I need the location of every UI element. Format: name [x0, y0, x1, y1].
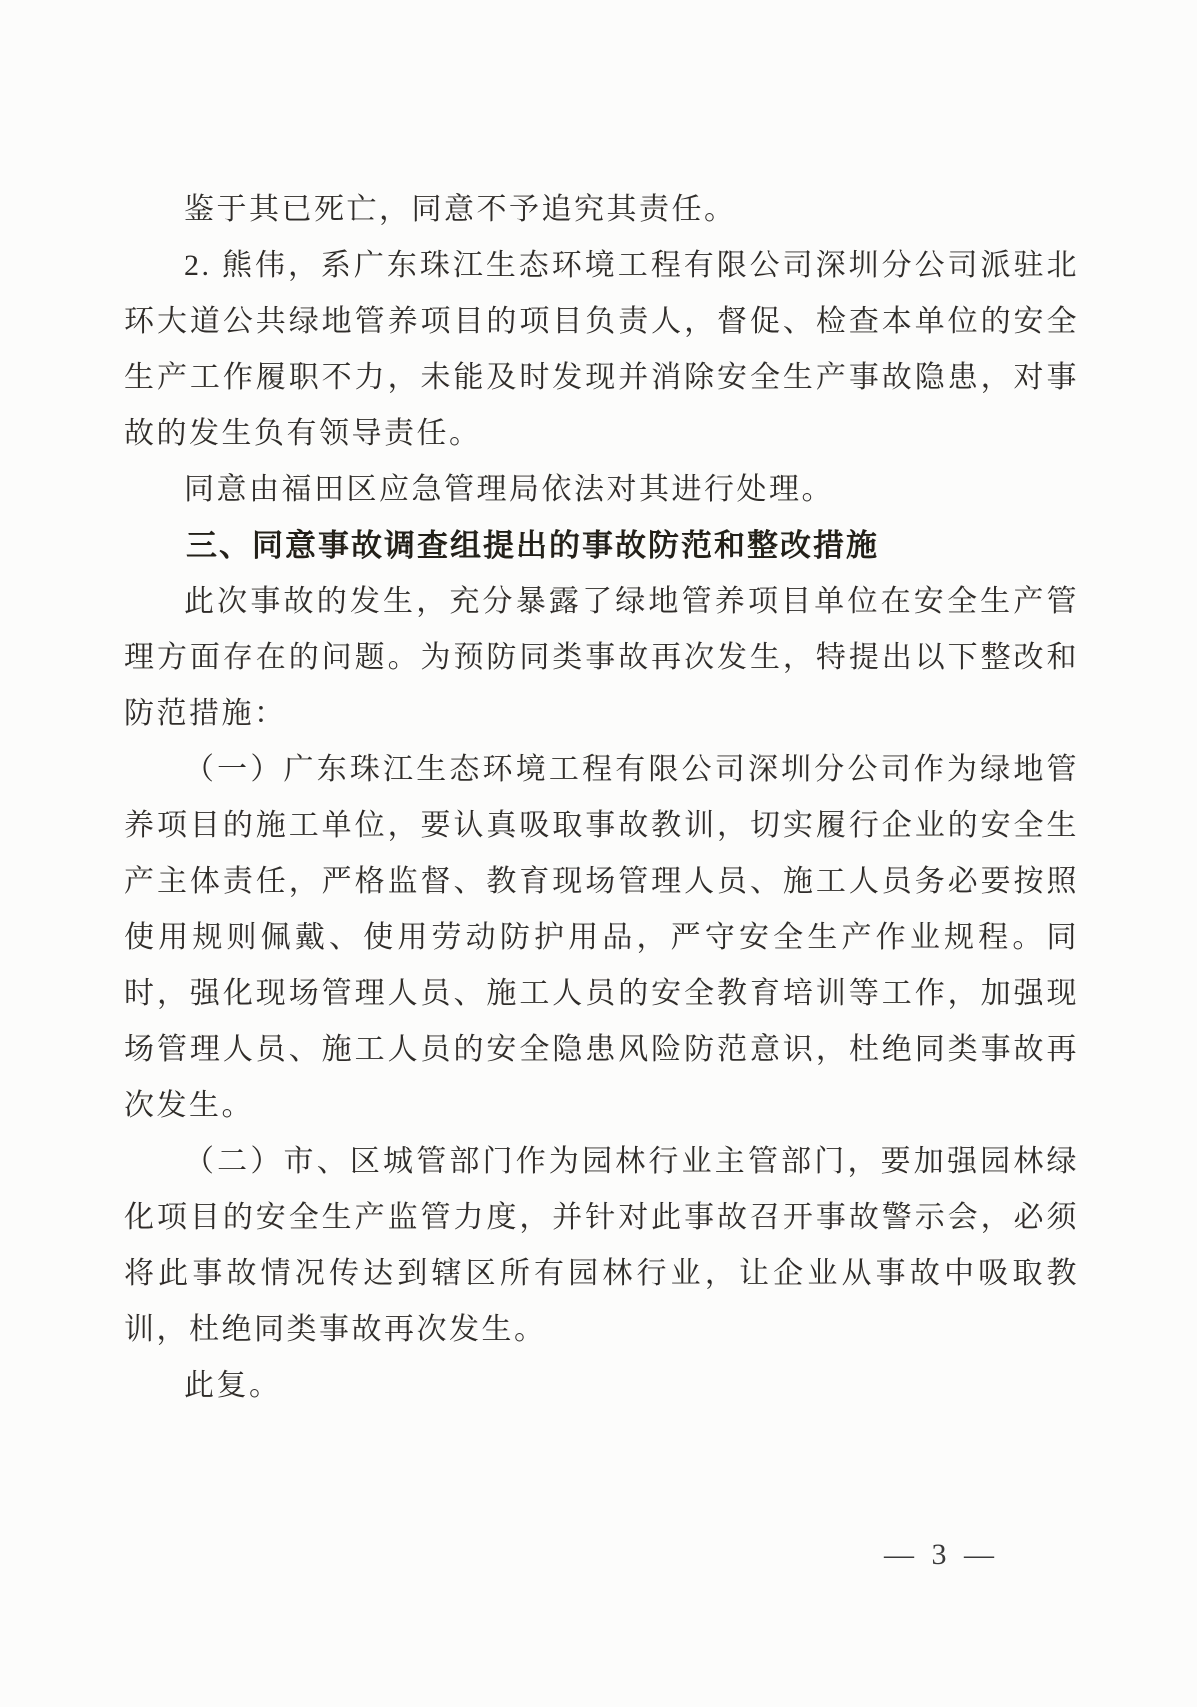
paragraph-measure-2: （二）市、区城管部门作为园林行业主管部门，要加强园林绿化项目的安全生产监管力度，并针对此事故召开事故警示会，必须将此事故情况传达到辖区所有园林行业，让企业从事故中吸取教训，杜绝同类事故再次发生。 — [124, 1145, 1079, 1346]
paragraph-closing: 此复。 — [184, 1369, 282, 1402]
page-number: — 3 — — [884, 1538, 999, 1571]
paragraph-measure-1: （一）广东珠江生态环境工程有限公司深圳分公司作为绿地管养项目的施工单位，要认真吸取事故教训，切实履行企业的安全生产主体责任，严格监督、教育现场管理人员、施工人员务必要按照使用规则佩戴、使用劳动防护用品，严守安全生产作业规程。同时，强化现场管理人员、施工人员的安全教育培训等工作，加强现场管理人员、施工人员的安全隐患风险防范意识，杜绝同类事故再次发生。 — [124, 753, 1079, 1122]
paragraph-conclusion-deceased: 鉴于其已死亡，同意不予追究其责任。 — [184, 193, 737, 226]
paragraph-handling-decision: 同意由福田区应急管理局依法对其进行处理。 — [184, 473, 834, 506]
paragraph-responsible-person-2: 2. 熊伟，系广东珠江生态环境工程有限公司深圳分公司派驻北环大道公共绿地管养项目的项目负责人，督促、检查本单位的安全生产工作履职不力，未能及时发现并消除安全生产事故隐患，对事故的发生负有领导责任。 — [124, 249, 1079, 450]
paragraph-section-intro: 此次事故的发生，充分暴露了绿地管养项目单位在安全生产管理方面存在的问题。为预防同类事故再次发生，特提出以下整改和防范措施： — [124, 585, 1079, 730]
section-heading-3: 三、同意事故调查组提出的事故防范和整改措施 — [186, 528, 879, 563]
